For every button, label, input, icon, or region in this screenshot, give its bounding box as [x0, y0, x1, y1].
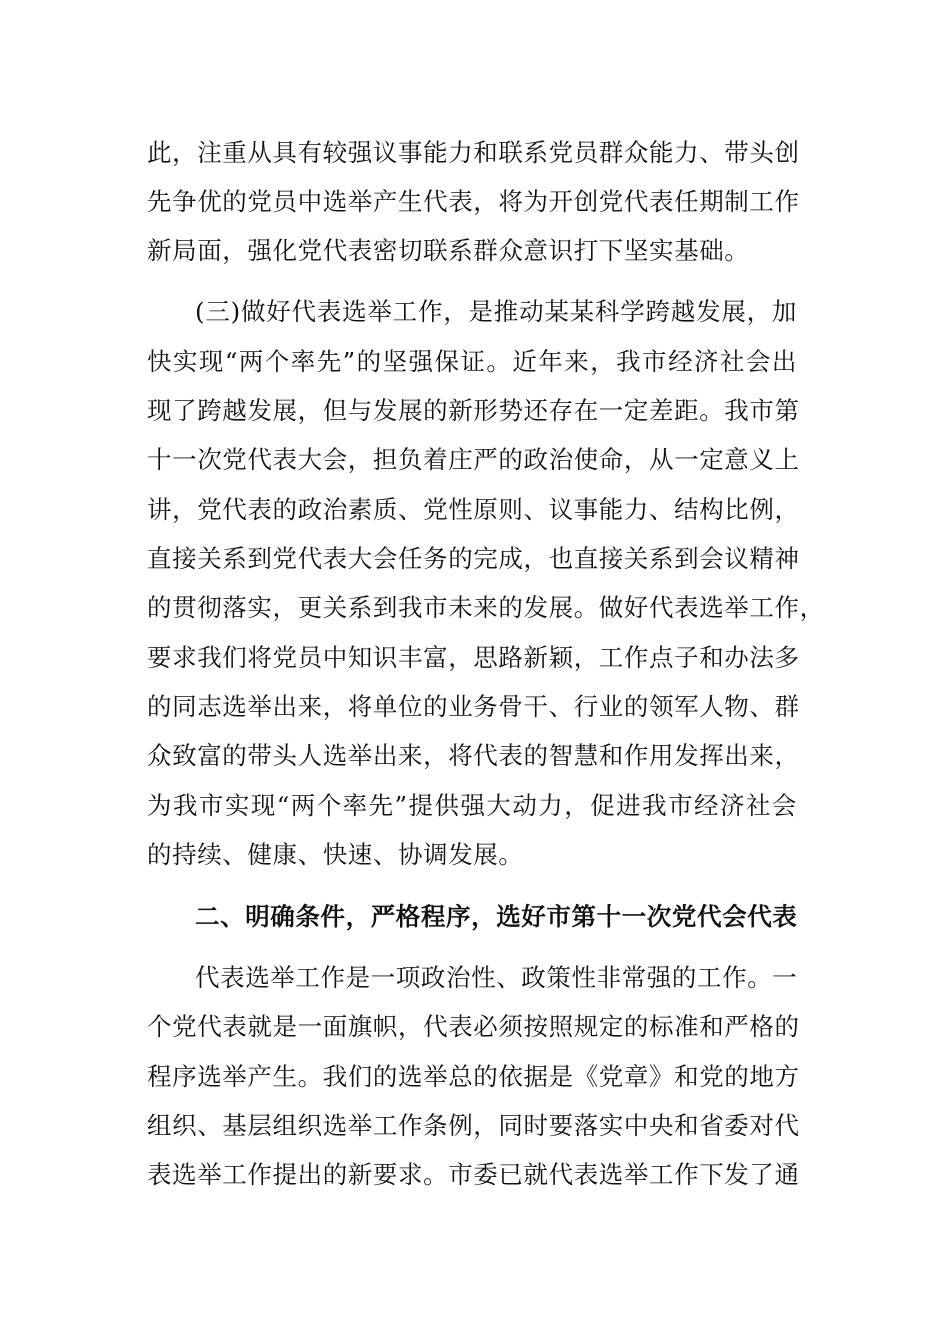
body-text-line: 众致富的带头人选举出来，将代表的智慧和作用发挥出来， [147, 741, 800, 770]
body-text-line: 快实现“两个率先”的坚强保证。近年来，我市经济社会出 [147, 347, 797, 376]
body-text-line: 表选举工作提出的新要求。市委已就代表选举工作下发了通 [147, 1160, 800, 1189]
body-text-line: 组织、基层组织选举工作条例，同时要落实中央和省委对代 [147, 1111, 800, 1140]
body-text-line: 的贯彻落实，更关系到我市未来的发展。做好代表选举工作， [147, 593, 825, 622]
body-text-line: 要求我们将党员中知识丰富，思路新颖，工作点子和办法多 [147, 643, 800, 672]
body-text-line: 个党代表就是一面旗帜，代表必须按照规定的标准和严格的 [147, 1012, 800, 1041]
body-text-line: 代表选举工作是一项政治性、政策性非常强的工作。一 [195, 963, 798, 992]
section-heading: 二、明确条件，严格程序，选好市第十一次党代会代表 [195, 902, 798, 931]
body-text-line: 现了跨越发展，但与发展的新形势还存在一定差距。我市第 [147, 396, 800, 425]
body-text-line: 十一次党代表大会，担负着庄严的政治使命，从一定意义上 [147, 445, 800, 474]
body-text-line: 新局面，强化党代表密切联系群众意识打下坚实基础。 [147, 236, 750, 265]
body-text-line: 讲，党代表的政治素质、党性原则、议事能力、结构比例， [147, 495, 800, 524]
body-text-line: 为我市实现“两个率先”提供强大动力，促进我市经济社会 [147, 791, 797, 820]
body-text-line: 此，注重从具有较强议事能力和联系党员群众能力、带头创 [147, 138, 800, 167]
body-text-line: 直接关系到党代表大会任务的完成，也直接关系到会议精神 [147, 544, 800, 573]
body-text-line: 程序选举产生。我们的选举总的依据是《党章》和党的地方 [147, 1062, 800, 1091]
body-text-line: 的持续、健康、快速、协调发展。 [147, 840, 524, 869]
body-text-line: 先争优的党员中选举产生代表，将为开创党代表任期制工作 [147, 187, 800, 216]
body-text-line: (三)做好代表选举工作，是推动某某科学跨越发展，加 [195, 297, 797, 326]
body-text-line: 的同志选举出来，将单位的业务骨干、行业的领军人物、群 [147, 692, 800, 721]
